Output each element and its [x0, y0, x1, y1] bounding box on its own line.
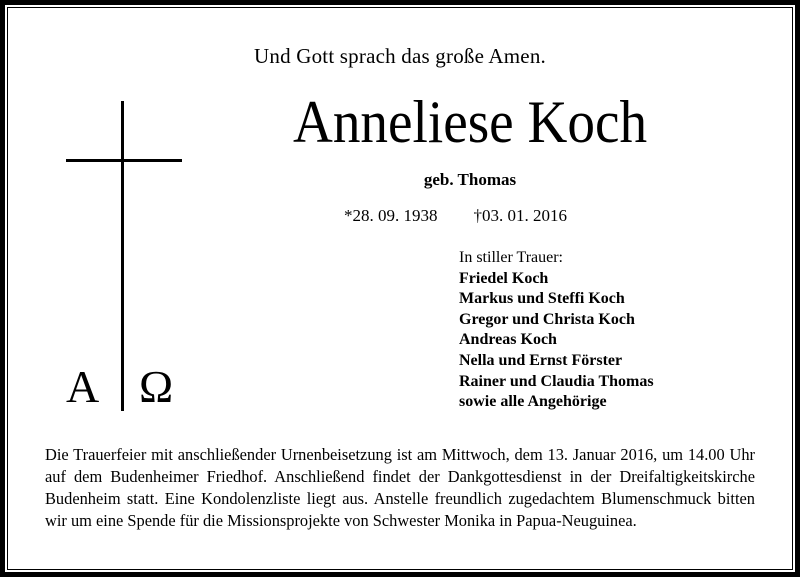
birth-date: *28. 09. 1938	[344, 206, 438, 225]
mourner: Gregor und Christa Koch	[459, 310, 635, 328]
cross-horizontal-bar	[66, 159, 182, 162]
life-dates	[344, 206, 567, 226]
mourner: Markus und Steffi Koch	[459, 290, 625, 308]
mourners-intro: In stiller Trauer:	[459, 249, 563, 266]
motto-text: Und Gott sprach das große Amen.	[254, 44, 546, 68]
announcement-paragraph: Die Trauerfeier mit anschließender Urnenbeisetzung ist am Mittwoch, dem 13. Januar 2016, um 14.00 Uhr auf dem Budenheimer Friedhof. Anschließend findet der Dankgottesdienst in der Dreifaltigkeitskirche Budenheim statt. Eine Kondolenzliste liegt aus. Anstelle freundlich zugedachtem Blumenschmuck bitten wir um eine Spende für die Missionsprojekte von Schwester Monika in Papua-Neuguinea.	[45, 445, 755, 530]
mourner: Friedel Koch	[459, 269, 549, 287]
maiden-name: geb. Thomas	[423, 170, 517, 189]
mourner: sowie alle Angehörige	[459, 393, 607, 411]
death-date: †03. 01. 2016	[473, 206, 567, 225]
cross-vertical-bar	[121, 101, 124, 411]
mourner: Nella und Ernst Förster	[459, 351, 623, 369]
mourner: Rainer und Claudia Thomas	[459, 372, 654, 390]
mourners-list	[459, 248, 654, 413]
mourner: Andreas Koch	[459, 331, 557, 349]
alpha-symbol: A	[66, 361, 100, 412]
omega-symbol: Ω	[139, 361, 174, 412]
deceased-name: Anneliese Koch	[292, 89, 648, 155]
